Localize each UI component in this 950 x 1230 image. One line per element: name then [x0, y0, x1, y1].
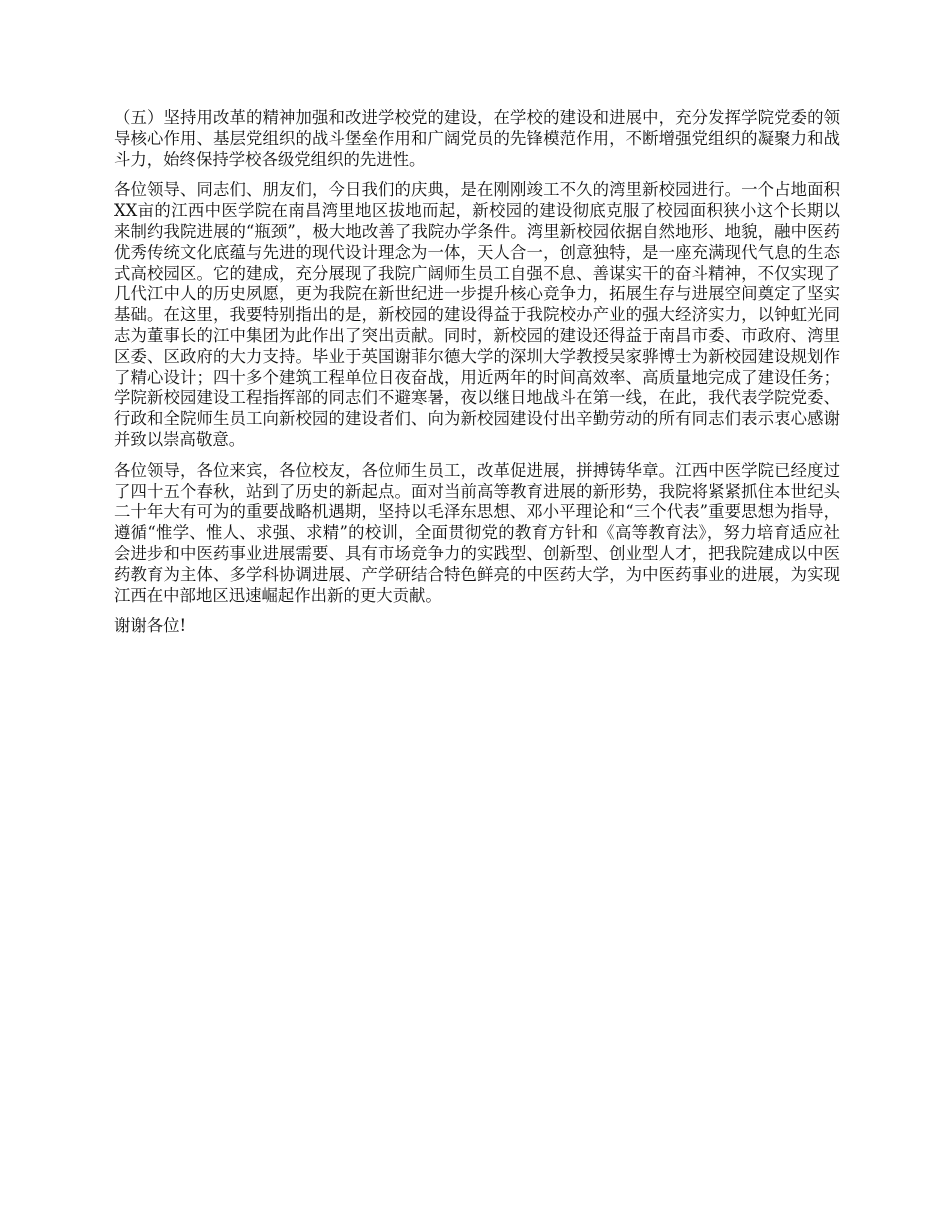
- closing-remark: 谢谢各位!: [114, 616, 187, 636]
- paragraph-future-goals: 各位领导，各位来宾，各位校友，各位师生员工，改革促进展，拼搏铸华章。江西中医学院已经度过了四十五个春秋，站到了历史的新起点。面对当前高等教育进展的新形势，我院将紧紧抓住本世纪头二十年大有可为的重要战略机遇期，坚持以毛泽东思想、邓小平理论和“三个代表”重要思想为指导，遵循“惟学、惟人、求强、求精”的校训，全面贯彻党的教育方针和《高等教育法》，努力培育适应社会进步和中医药事业进展需要、具有市场竞争力的实践型、创新型、创业型人才，把我院建成以中医药教育为主体、多学科协调进展、产学研结合特色鲜亮的中医药大学，为中医药事业的进展，为实现江西在中部地区迅速崛起作出新的更大贡献。: [114, 460, 840, 605]
- paragraph-party-building: （五）坚持用改革的精神加强和改进学校党的建设，在学校的建设和进展中，充分发挥学院党委的领导核心作用、基层党组织的战斗堡垒作用和广阔党员的先锋模范作用，不断增强党组织的凝聚力和战斗力，始终保持学校各级党组织的先进性。: [114, 108, 840, 169]
- document-body: [114, 108, 840, 637]
- paragraph-new-campus: 各位领导、同志们、朋友们，今日我们的庆典，是在刚刚竣工不久的湾里新校园进行。一个占地面积XX亩的江西中医学院在南昌湾里地区拔地而起，新校园的建设彻底克服了校园面积狭小这个长期以来制约我院进展的“瓶颈”，极大地改善了我院办学条件。湾里新校园依据自然地形、地貌，融中医药优秀传统文化底蕴与先进的现代设计理念为一体，天人合一，创意独特，是一座充满现代气息的生态式高校园区。它的建成，充分展现了我院广阔师生员工自强不息、善谋实干的奋斗精神，不仅实现了几代江中人的历史夙愿，更为我院在新世纪进一步提升核心竞争力，拓展生存与进展空间奠定了坚实基础。在这里，我要特别指出的是，新校园的建设得益于我院校办产业的强大经济实力，以钟虹光同志为董事长的江中集团为此作出了突出贡献。同时，新校园的建设还得益于南昌市委、市政府、湾里区委、区政府的大力支持。毕业于英国谢菲尔德大学的深圳大学教授吴家骅博士为新校园建设规划作了精心设计；四十多个建筑工程单位日夜奋战，用近两年的时间高效率、高质量地完成了建设任务；学院新校园建设工程指挥部的同志们不避寒暑，夜以继日地战斗在第一线，在此，我代表学院党委、行政和全院师生员工向新校园的建设者们、向为新校园建设付出辛勤劳动的所有同志们表示衷心感谢并致以崇高敬意。: [114, 180, 840, 449]
